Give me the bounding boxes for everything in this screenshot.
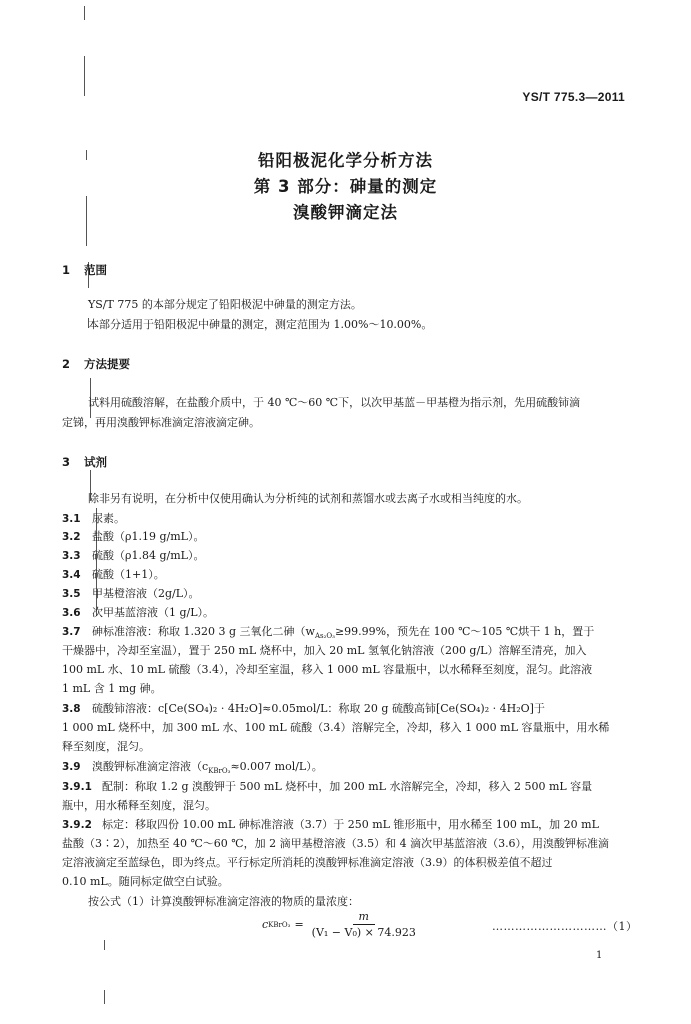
item-text-line: 干燥器中，冷却至室温），置于 250 mL 烧杯中，加入 20 mL 氢氧化钠溶液（200 g/L）溶解至清亮，加入 [62,644,587,657]
item-text: 标定：移取四份 10.00 mL 砷标准溶液（3.7）于 250 mL 锥形瓶中，用水稀至 100 mL，加 20 mL [102,818,599,831]
section-title: 方法提要 [84,357,131,371]
item-number: 3.3 [62,550,81,562]
page-number: 1 [596,950,603,961]
reagent-item-3-8 [62,700,628,718]
section-title: 试剂 [84,455,108,469]
item-text: 硫酸（1+1）。 [92,568,165,581]
item-text: 盐酸（ρ1.19 g/mL）。 [92,530,205,543]
item-number: 3.6 [62,607,81,619]
item-text: 甲基橙溶液（2g/L）。 [92,587,200,600]
equation-number: …………………………（1） [492,920,638,933]
reagent-item [62,510,628,528]
formula-lhs: c [262,918,269,931]
reagent-item-3-9 [62,758,628,780]
item-number: 3.9.1 [62,781,92,793]
item-number: 3.1 [62,513,81,525]
subscript: KBrO₃ [208,767,231,776]
scan-mark [104,940,105,950]
scan-mark [84,56,85,96]
item-number: 3.5 [62,588,81,600]
item-text-line: 释至刻度，混匀。 [62,740,150,753]
formula-denominator: (V₁ − V₀) × 74.923 [311,926,416,939]
item-number: 3.9.2 [62,819,92,831]
section-3-heading [62,454,107,470]
scan-mark [84,6,85,20]
section-number: 2 [62,357,71,371]
section-3-para-1: 除非另有说明，在分析中仅使用确认为分析纯的试剂和蒸馏水或去离子水或相当纯度的水。 [88,492,528,505]
item-text-line: 瓶中，用水稀释至刻度，混匀。 [62,799,216,812]
subscript: As₂O₃ [314,632,335,641]
section-1-heading [62,262,107,278]
reagent-item [62,604,628,622]
section-number: 1 [62,263,71,277]
item-text-line: 盐酸（3∶2），加热至 40 ℃～60 ℃，加 2 滴甲基橙溶液（3.5）和 4 滴次甲基蓝溶液（3.6），用溴酸钾标准滴 [62,837,610,850]
item-text: 溴酸钾标准滴定溶液（c [92,760,209,773]
section-1-para-1: YS/T 775 的本部分规定了铅阳极泥中砷量的测定方法。 [88,298,362,311]
reagent-item [62,585,628,603]
section-title: 范围 [84,263,108,277]
item-text-line: 1 000 mL 烧杯中，加 300 mL 水、100 mL 硫酸（3.4）溶解完全，冷却，移入 1 000 mL 容量瓶中，用水稀 [62,721,610,734]
document-title [0,148,691,226]
section-1-para-2: 本部分适用于铅阳极泥中砷量的测定，测定范围为 1.00%～10.00%。 [88,318,433,331]
formula-fraction [312,910,416,939]
formula-equals: = [294,918,304,931]
calculation-intro: 按公式（1）计算溴酸钾标准滴定溶液的物质的量浓度： [88,895,359,908]
formula-1 [262,910,416,939]
formula-lhs-subscript: KBrO₃ [268,920,291,929]
item-text: ≈0.007 mol/L）。 [230,760,323,773]
section-2-para-line-1: 试料用硫酸溶解，在盐酸介质中，于 40 ℃～60 ℃下，以次甲基蓝－甲基橙为指示剂，先用硫酸铈滴 [88,396,581,409]
item-text: ≥99.99%，预先在 100 ℃～105 ℃烘干 1 h，置于 [334,625,595,638]
reagent-item [62,547,628,565]
item-text: 硫酸铈溶液：c[Ce(SO₄)₂ · 4H₂O]≈0.05mol/L：称取 20 g 硫酸高铈[Ce(SO₄)₂ · 4H₂O]于 [92,702,545,715]
title-line-2: 第 3 部分：砷量的测定 [253,177,438,196]
formula-numerator: m [353,910,375,925]
item-number: 3.2 [62,531,81,543]
item-text-line: 100 mL 水、10 mL 硫酸（3.4），冷却至室温，移入 1 000 mL 容量瓶中，以水稀释至刻度，混匀。此溶液 [62,663,593,676]
section-2-heading [62,356,130,372]
reagent-item-3-9-2 [62,816,628,834]
item-text: 次甲基蓝溶液（1 g/L）。 [92,606,215,619]
item-text-line: 1 mL 含 1 mg 砷。 [62,682,162,695]
item-number: 3.9 [62,761,81,773]
item-number: 3.7 [62,626,81,638]
item-number: 3.4 [62,569,81,581]
section-number: 3 [62,455,71,469]
reagent-item-3-9-1 [62,778,628,796]
item-text-line: 定溶液滴定至蓝绿色，即为终点。平行标定所消耗的溴酸钾标准滴定溶液（3.9）的体积极差值不超过 [62,856,553,869]
item-text: 尿素。 [92,512,125,525]
reagent-item [62,528,628,546]
item-text: 硫酸（ρ1.84 g/mL）。 [92,549,205,562]
standard-code: YS/T 775.3—2011 [522,90,625,104]
item-number: 3.8 [62,703,81,715]
reagent-item [62,566,628,584]
scan-mark [104,990,105,1004]
item-text: 配制：称取 1.2 g 溴酸钾于 500 mL 烧杯中，加 200 mL 水溶解完全，冷却，移入 2 500 mL 容量 [102,780,593,793]
title-line-3: 溴酸钾滴定法 [293,203,398,222]
title-line-1: 铅阳极泥化学分析方法 [258,151,433,170]
section-2-para-line-2: 定锑，再用溴酸钾标准滴定溶液滴定砷。 [62,416,260,429]
item-text-line: 0.10 mL。随同标定做空白试验。 [62,875,229,888]
item-text: 砷标准溶液：称取 1.320 3 g 三氧化二砷（w [92,625,315,638]
